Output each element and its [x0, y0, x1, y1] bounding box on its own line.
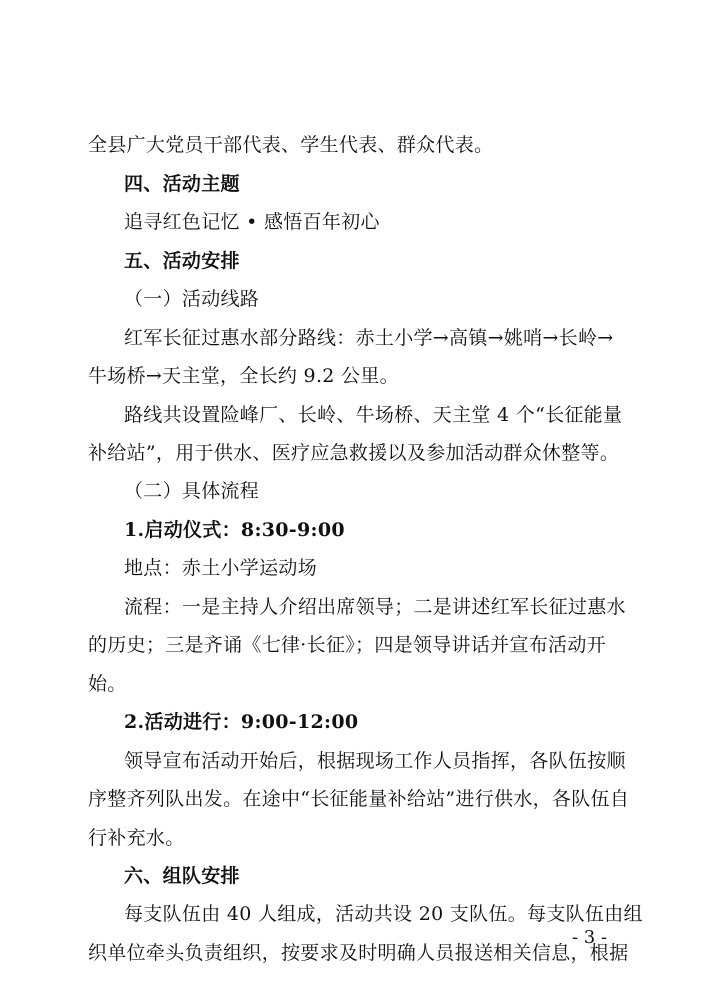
section-heading-teams: 六、组队安排 — [124, 865, 240, 887]
body-text-line: 流程：一是主持人介绍出席领导；二是讲述红军长征过惠水 — [124, 596, 626, 618]
body-text-line: 织单位牵头负责组织，按要求及时明确人员报送相关信息，根据 — [88, 942, 629, 964]
body-text-line: 领导宣布活动开始后，根据现场工作人员指挥，各队伍按顺 — [124, 750, 626, 772]
body-text-line: 全县广大党员干部代表、学生代表、群众代表。 — [88, 134, 494, 156]
step-heading-progress: 2.活动进行：9:00-12:00 — [124, 711, 359, 733]
theme-text: 追寻红色记忆 • 感悟百年初心 — [124, 211, 380, 233]
body-text-line: 牛场桥→天主堂，全长约 9.2 公里。 — [88, 365, 399, 387]
body-text-line: 的历史；三是齐诵《七律·长征》；四是领导讲话并宣布活动开 — [88, 634, 606, 656]
subsection-heading-route: （一）活动线路 — [124, 288, 260, 310]
section-heading-arrangement: 五、活动安排 — [124, 250, 240, 272]
step-heading-opening: 1.启动仪式：8:30-9:00 — [124, 519, 345, 541]
subsection-heading-process: （二）具体流程 — [124, 480, 260, 502]
body-text-line: 地点：赤土小学运动场 — [124, 557, 318, 579]
body-text-line: 行补充水。 — [88, 827, 185, 849]
body-text-line: 红军长征过惠水部分路线：赤土小学→高镇→姚哨→长岭→ — [124, 327, 614, 349]
page-number: - 3 - — [572, 927, 608, 948]
body-text-line: 始。 — [88, 673, 127, 695]
body-text-line: 补给站”，用于供水、医疗应急救援以及参加活动群众休整等。 — [88, 442, 620, 464]
body-text-line: 每支队伍由 40 人组成，活动共设 20 支队伍。每支队伍由组 — [124, 903, 643, 925]
body-text-line: 序整齐列队出发。在途中“长征能量补给站”进行供水，各队伍自 — [88, 788, 630, 810]
section-heading-theme: 四、活动主题 — [124, 173, 240, 195]
body-text-line: 路线共设置险峰厂、长岭、牛场桥、天主堂 4 个“长征能量 — [124, 404, 623, 426]
